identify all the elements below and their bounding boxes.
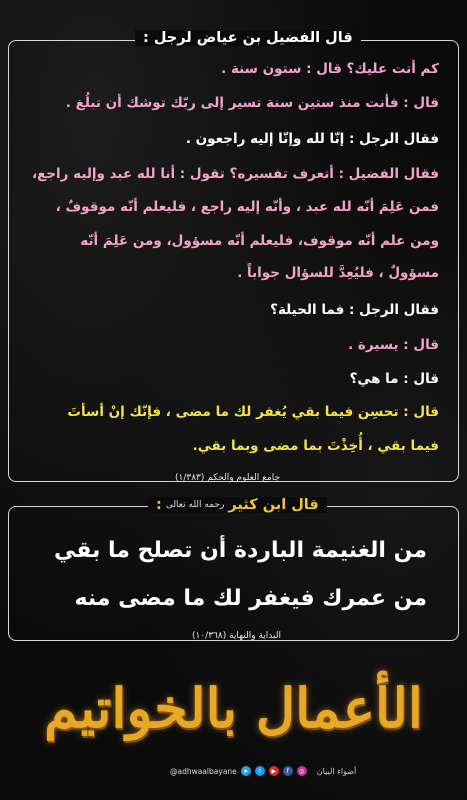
calligraphy-banner (20, 658, 447, 758)
brand-logo: أضواء البيان (316, 766, 357, 776)
author-name: قال ابن كثير (228, 497, 319, 513)
quote-line: قال : يسيرة . (348, 337, 439, 353)
twitter-icon[interactable]: t (255, 766, 265, 776)
calligraphy-text: الأعمال بالخواتيم (44, 676, 423, 740)
quote-line: فقال الفضيل : أتعرف تفسيره؟ تقول : أنا لله عبد وإليه راجع، (31, 166, 439, 182)
facebook-icon[interactable]: f (283, 766, 293, 776)
honorific: رحمه الله تعالى (165, 500, 225, 510)
quote-line: كم أتت عليك؟ قال : ستون سنة . (221, 61, 439, 77)
quote-panel-ibn-kathir (8, 506, 459, 641)
quote-line: مسؤولٌ ، فليُعِدَّ للسؤال جواباً . (237, 265, 439, 281)
quote-line: قال : ما هي؟ (349, 371, 439, 387)
quote-line: قال : فأنت منذ ستين سنة تسير إلى ربّك توشك أن تبلُغ . (65, 95, 439, 111)
quote-line: فقال الرجل : إنّا لله وإنّا إليه راجعون . (185, 131, 439, 147)
quote-line: ومن علم أنّه موقوف، فليعلم أنّه مسؤول، ومن عَلِمَ أنّه (80, 233, 439, 249)
quote-panel-fudayl-title: قال الفضيل بن عياض لرجل : (135, 30, 361, 46)
source-citation: جامع العلوم والحكم (١/٣٨٣) (175, 473, 281, 483)
quote-line: فمن عَلِمَ أنّه لله عبد ، وأنّه إليه راجع ، فليعلم أنّه موقوفٌ ، (55, 199, 439, 215)
quote-line: فيما بقي ، أُخِذْتَ بما مضى وبما بقي. (192, 438, 439, 454)
social-handle[interactable]: @adhwaalbayane (170, 766, 237, 776)
title-colon: : (156, 497, 162, 513)
youtube-icon[interactable]: ▶ (269, 766, 279, 776)
source-citation: البداية والنهاية (١٠/٣٦٨) (192, 631, 281, 641)
quote-line: فقال الرجل : فما الحيلة؟ (270, 302, 439, 318)
telegram-icon[interactable]: ➤ (241, 766, 251, 776)
footer-bar (170, 764, 356, 778)
quote-panel-ibn-kathir-title (148, 497, 327, 513)
ibn-kathir-quote-line: من الغنيمة الباردة أن تصلح ما بقي (54, 538, 427, 563)
instagram-icon[interactable]: ◎ (297, 766, 307, 776)
quote-line: قال : تحسِن فيما بقي يُغفر لك ما مضى ، فإنّك إنْ أسأتَ (67, 404, 439, 420)
ibn-kathir-quote-line: من عمرك فيغفر لك ما مضى منه (74, 586, 427, 611)
